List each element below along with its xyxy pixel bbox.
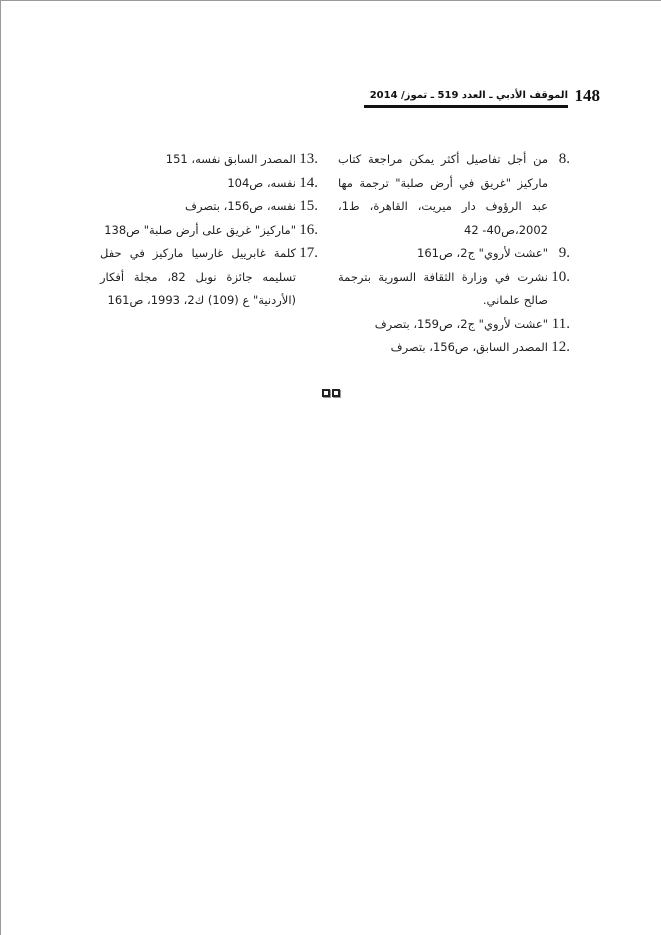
note-number: 16. [299,221,318,238]
note-text: نشرت في وزارة الثقافة السورية بترجمة صالح علماني. [338,269,548,307]
note-number: 8. [558,151,570,167]
note-12 [338,336,570,360]
running-title: الموقف الأدبي ـ العدد 519 ـ تموز/ 2014 [369,90,568,101]
note-14 [100,172,318,196]
note-text: "ماركيز" غريق على أرض صلبة" ص138 [104,222,296,237]
note-text: نفسه، ص156، بتصرف [185,199,296,213]
note-number: 17. [299,245,318,261]
note-text: "عشت لأروي" ج2، ص159، بتصرف [374,316,548,331]
note-9 [338,242,570,266]
note-text: نفسه، ص104 [227,175,296,190]
note-10 [338,266,570,313]
note-number: 11. [551,315,570,332]
note-text: من أجل تفاصيل أكثر يمكن مراجعة كتاب ماركيز "غريق في أرض صلبة" ترجمة مها عبد الرؤوف دار ميريت، القاهرة، ط1، 2002،ص40- 42 [338,152,548,237]
note-text: "عشت لأروي" ج2، ص161 [417,246,548,260]
note-text: المصدر السابق، ص156، بتصرف [390,340,548,354]
note-number: 12. [551,339,570,355]
note-17 [100,242,318,313]
double-square-icon [322,389,340,397]
note-11 [338,313,570,337]
note-number: 14. [299,174,318,191]
square-icon [322,389,330,397]
notes-column-right [338,148,570,360]
note-8 [338,148,570,242]
page-number: 148 [574,86,600,105]
square-icon [332,389,340,397]
note-text: كلمة غابرييل غارسيا ماركيز في حفل تسليمه جائزة نوبل 82، مجلة أفكار (الأردنية" ع (109) ك2، 1993، ص161 [100,246,296,307]
note-16 [100,219,318,243]
note-13 [100,148,318,172]
note-number: 9. [558,245,570,261]
note-number: 13. [299,151,318,167]
note-number: 10. [551,268,570,285]
note-text: المصدر السابق نفسه، 151 [165,152,296,166]
note-number: 15. [299,198,318,214]
notes-column-left [100,148,318,313]
note-15 [100,195,318,219]
header-rule [364,105,568,108]
